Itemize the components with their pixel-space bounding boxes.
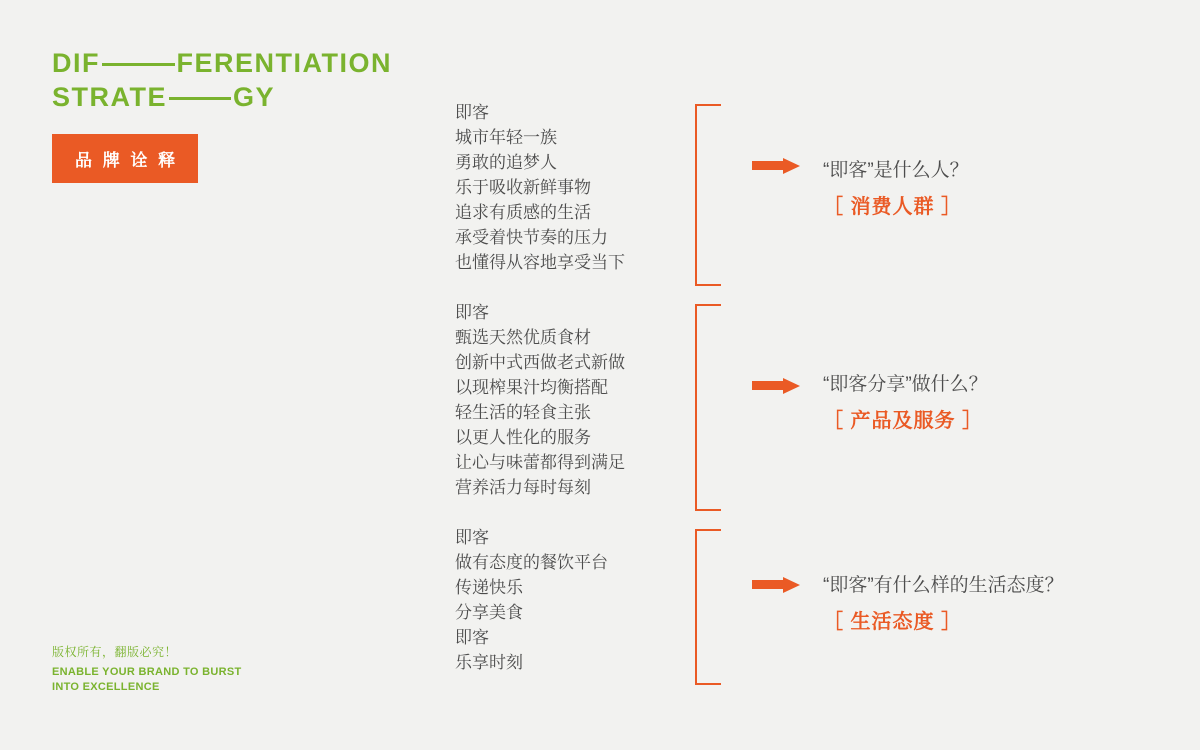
group-lines xyxy=(455,100,695,275)
footer-copyright-cn: 版权所有，翻版必究！ xyxy=(52,645,178,659)
question-text: “即客”是什么人？ xyxy=(823,160,969,181)
group-lines xyxy=(455,300,695,500)
bracket-wrap xyxy=(695,100,735,286)
list-item: 即客 xyxy=(455,303,489,322)
footer-tagline-line-2: INTO EXCELLENCE xyxy=(52,681,160,693)
arrow-shaft xyxy=(752,161,784,170)
list-item: 创新中式西做老式新做 xyxy=(455,353,625,372)
list-item: 勇敢的追梦人 xyxy=(455,153,557,172)
list-item: 乐于吸收新鲜事物 xyxy=(455,178,591,197)
title-rule-1 xyxy=(102,63,175,66)
bracket-icon xyxy=(695,104,721,286)
arrow-head xyxy=(783,378,800,394)
content-group xyxy=(455,300,1155,511)
arrow-right-icon xyxy=(752,158,800,172)
title-line-1-part-1: DIF xyxy=(52,48,100,78)
arrow-wrap xyxy=(735,577,817,591)
title-line-2-part-2: GY xyxy=(233,82,276,112)
arrow-wrap xyxy=(735,378,817,392)
content-group xyxy=(455,525,1155,685)
header-block xyxy=(52,46,392,183)
arrow-shaft xyxy=(752,381,784,390)
list-item: 乐享时刻 xyxy=(455,653,523,672)
list-item: 城市年轻一族 xyxy=(455,128,557,147)
question-block xyxy=(817,158,969,219)
question-tag: ［ 消费人群 ］ xyxy=(823,196,963,218)
question-tag: ［ 生活态度 ］ xyxy=(823,611,963,633)
arrow-wrap xyxy=(735,158,817,172)
list-item: 追求有质感的生活 xyxy=(455,203,591,222)
question-text: “即客分享”做什么？ xyxy=(823,374,988,395)
list-item: 即客 xyxy=(455,628,489,647)
title-line-2-part-1: STRATE xyxy=(52,82,167,112)
footer-tagline-line-1: ENABLE YOUR BRAND TO BURST xyxy=(52,666,242,678)
list-item: 营养活力每时每刻 xyxy=(455,478,591,497)
list-item: 甄选天然优质食材 xyxy=(455,328,591,347)
list-item: 分享美食 xyxy=(455,603,523,622)
arrow-right-icon xyxy=(752,378,800,392)
list-item: 也懂得从容地享受当下 xyxy=(455,253,625,272)
arrow-head xyxy=(783,158,800,174)
content-group xyxy=(455,100,1155,286)
question-block xyxy=(817,372,988,433)
question-text: “即客”有什么样的生活态度？ xyxy=(823,575,1064,596)
list-item: 以更人性化的服务 xyxy=(455,428,591,447)
arrow-right-icon xyxy=(752,577,800,591)
bracket-icon xyxy=(695,304,721,511)
list-item: 以现榨果汁均衡搭配 xyxy=(455,378,608,397)
title-line-2 xyxy=(52,80,392,114)
bracket-icon xyxy=(695,529,721,685)
footer-note xyxy=(52,645,242,695)
group-lines xyxy=(455,525,695,675)
list-item: 做有态度的餐饮平台 xyxy=(455,553,608,572)
bracket-wrap xyxy=(695,525,735,685)
question-block xyxy=(817,573,1064,634)
list-item: 承受着快节奏的压力 xyxy=(455,228,608,247)
list-item: 即客 xyxy=(455,528,489,547)
title-line-1 xyxy=(52,46,392,80)
question-tag: ［ 产品及服务 ］ xyxy=(823,410,984,432)
page-title xyxy=(52,46,392,114)
list-item: 轻生活的轻食主张 xyxy=(455,403,591,422)
list-item: 即客 xyxy=(455,103,489,122)
brand-badge: 品 牌 诠 释 xyxy=(52,134,198,183)
arrow-head xyxy=(783,577,800,593)
bracket-wrap xyxy=(695,300,735,511)
list-item: 让心与味蕾都得到满足 xyxy=(455,453,625,472)
title-line-1-part-2: FERENTIATION xyxy=(176,48,392,78)
title-rule-2 xyxy=(169,97,231,100)
arrow-shaft xyxy=(752,580,784,589)
list-item: 传递快乐 xyxy=(455,578,523,597)
